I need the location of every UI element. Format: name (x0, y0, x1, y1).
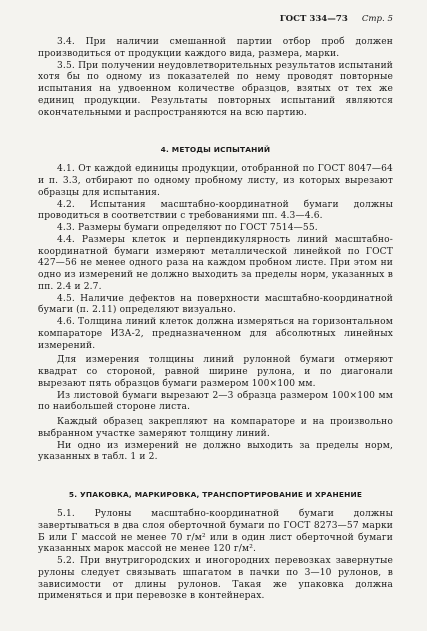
paragraph-comparator: Каждый образец закрепляют на компараторе и на произвольно выбранном участке замеряют толщину линий. (38, 417, 393, 439)
paragraph-norms: Ни одно из измерений не должно выходить за пределы норм, указанных в табл. 1 и 2. (38, 440, 393, 463)
paragraph-5-2: 5.2. При внутригородских и иногородних перевозках завернутые рулоны следует связывать шпагатом в пачки по 3—10 рулонов, в зависимости от длины рулонов. Такая же упаковка должна применяться и при перевозке в контейнерах. (38, 556, 393, 602)
page-header (38, 14, 393, 28)
section-5-body (38, 509, 393, 603)
paragraph-4-2: 4.2. Испытания масштабно-координатной бумаги должны проводиться в соответствии с требованиями пп. 4.3—4.6. (38, 199, 393, 222)
standard-number: ГОСТ 334—73 (279, 14, 348, 24)
page-number: Стр. 5 (361, 14, 393, 24)
paragraph-3-5: 3.5. При получении неудовлетворительных результатов испытаний хотя бы по одному из показателей по нему проводят повторные испытания на удвоенном количестве образцов, взятых от тех же единиц продукции. Результаты повторных испытаний являются окончательными и распространяются на всю партию. (38, 60, 393, 118)
paragraph-4-5: 4.5. Наличие дефектов на поверхности масштабно-координатной бумаги (п. 2.11) определяют визуально. (38, 293, 393, 316)
section-4-heading: 4. МЕТОДЫ ИСПЫТАНИЙ (160, 145, 271, 155)
paragraph-4-3: 4.3. Размеры бумаги определяют по ГОСТ 7514—55. (57, 223, 318, 233)
paragraph-4-6: 4.6. Толщина линий клеток должна измеряться на горизонтальном компараторе ИЗА-2, предназначенном для абсолютных линейных измерений. (38, 317, 393, 351)
paragraph-4-4: 4.4. Размеры клеток и перпендикулярность линий масштабно-координатной бумаги измеряют металлической линейкой по ГОСТ 427—56 не менее одного раза на каждом пробном листе. При этом ни одно из измерений не должно выходить за пределы норм, указанных в пп. 2.4 и 2.7. (38, 234, 393, 292)
section-5-heading: 5. УПАКОВКА, МАРКИРОВКА, ТРАНСПОРТИРОВАНИЕ И ХРАНЕНИЕ (68, 490, 363, 499)
paragraph-roll-measurement: Для измерения толщины линий рулонной бумаги отмеряют квадрат со стороной, равной ширине рулона, и по диагонали вырезают пять образцов бумаги размером 100×100 мм. (38, 355, 393, 389)
paragraph-3-4: 3.4. При наличии смешанной партии отбор проб должен производиться от продукции каждого вида, размера, марки. (38, 37, 393, 59)
paragraph-5-1: 5.1. Рулоны масштабно-координатной бумаги должны завертываться в два слоя оберточной бумаги по ГОСТ 8273—57 марки Б или Г массой не менее 70 г/м² или в один лист оберточной бумаги указанных марок массой не менее 120 г/м². (38, 509, 393, 555)
section-3-continuation (38, 37, 393, 119)
paragraph-4-1: 4.1. От каждой единицы продукции, отобранной по ГОСТ 8047—64 и п. 3.3, отбирают по одному пробному листу, из которых вырезают образцы для испытания. (38, 164, 393, 198)
section-4-body (38, 164, 393, 464)
paragraph-sheet-samples: Из листовой бумаги вырезают 2—3 образца размером 100×100 мм по наибольшей стороне листа. (38, 390, 393, 413)
